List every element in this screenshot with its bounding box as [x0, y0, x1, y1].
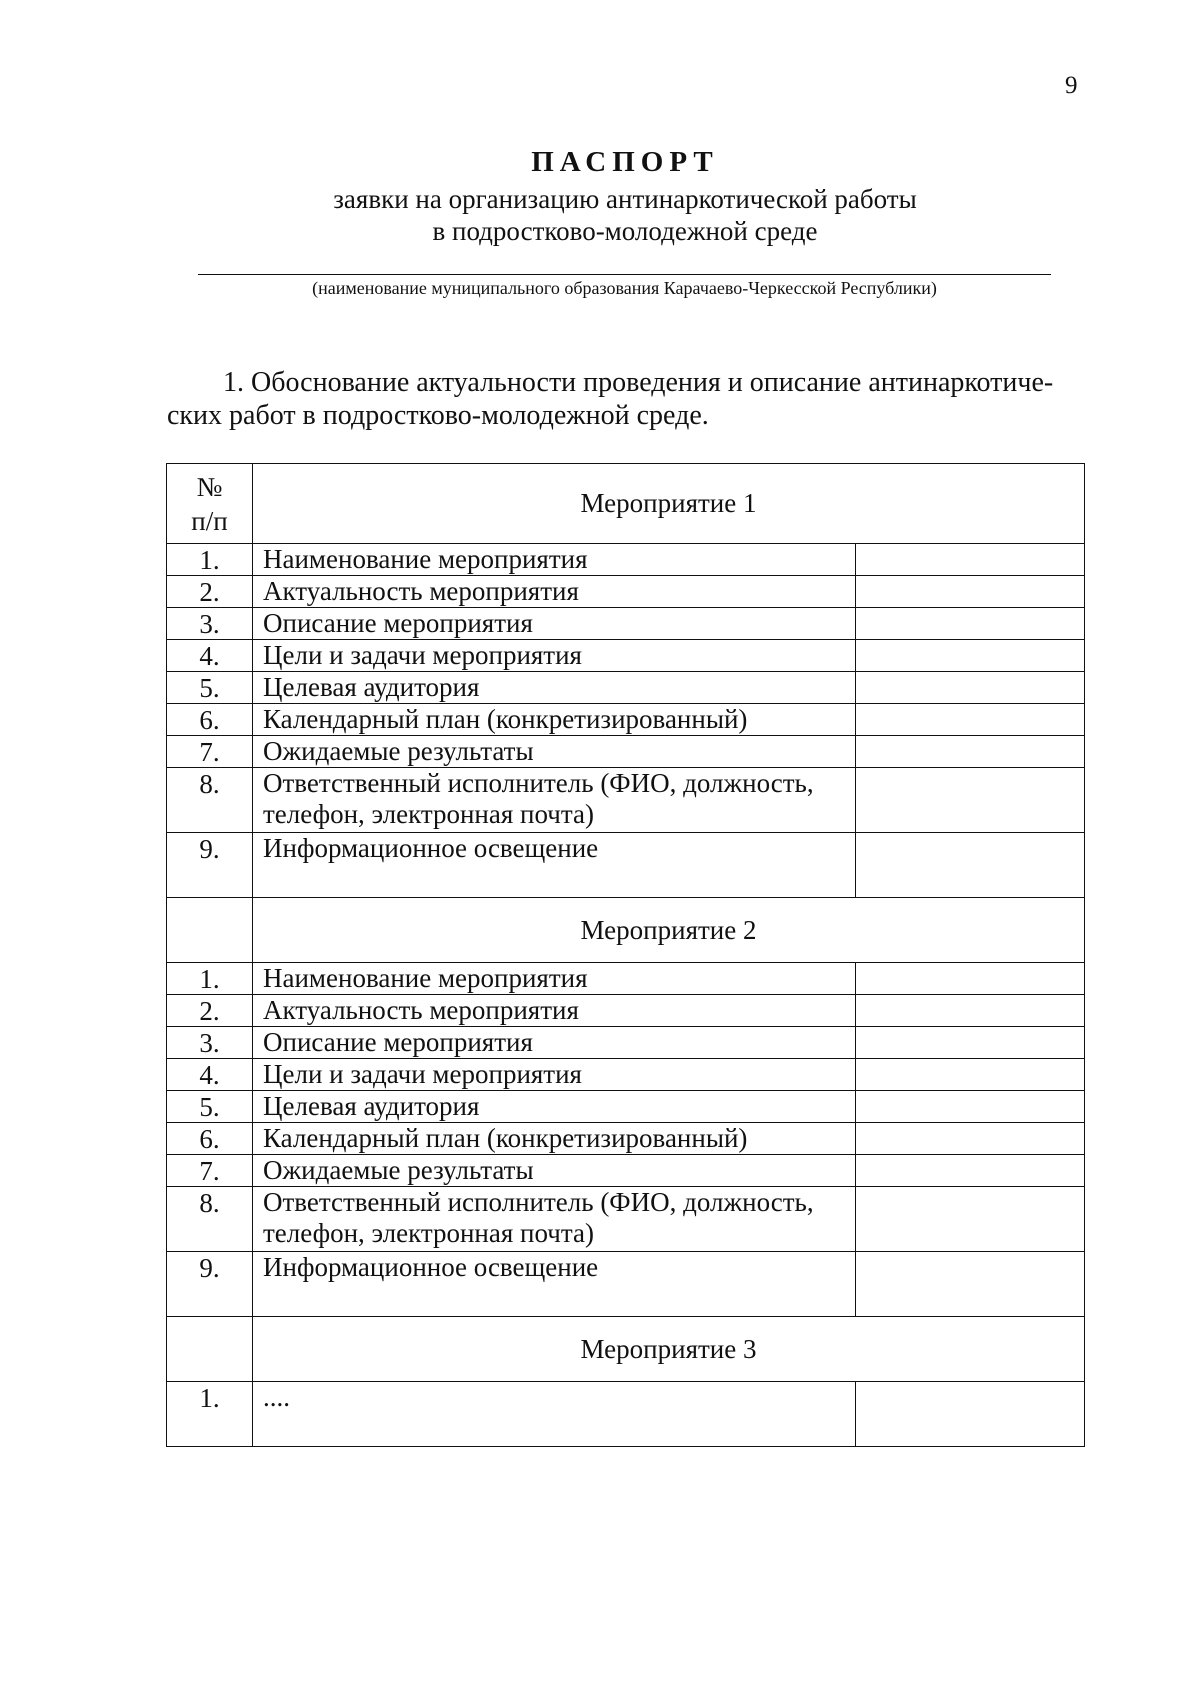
- municipality-caption: (наименование муниципального образования Карачаево-Черкесской Республики): [312, 278, 937, 298]
- row-value-cell: [856, 544, 1085, 576]
- row-number: 5.: [199, 1092, 220, 1122]
- row-value-cell: [856, 1027, 1085, 1059]
- row-number-cell: [167, 1382, 253, 1447]
- row-number-cell: [167, 995, 253, 1027]
- row-number-cell: [167, 1059, 253, 1091]
- empty-number-cell: [167, 898, 253, 963]
- table-row: [167, 1059, 1085, 1091]
- row-label: Целевая аудитория: [263, 672, 480, 702]
- row-label: Календарный план (конкретизированный): [263, 704, 748, 734]
- row-label-cell: [253, 672, 856, 704]
- row-value-cell: [856, 640, 1085, 672]
- event-header-row: [167, 464, 1085, 544]
- row-label: Информационное освещение: [263, 1252, 599, 1282]
- row-value-cell: [856, 1252, 1085, 1317]
- row-number: 7.: [199, 737, 220, 767]
- row-label-cell: [253, 995, 856, 1027]
- row-number-cell: [167, 640, 253, 672]
- row-value-cell: [856, 704, 1085, 736]
- row-value-cell: [856, 1091, 1085, 1123]
- row-number: 8.: [199, 769, 220, 799]
- event-title: Мероприятие 3: [253, 1317, 1085, 1382]
- page-number: 9: [1065, 72, 1078, 99]
- row-label-cell: [253, 1123, 856, 1155]
- row-label: Описание мероприятия: [263, 608, 533, 638]
- row-number-cell: [167, 736, 253, 768]
- row-label: Наименование мероприятия: [263, 544, 588, 574]
- table-row: [167, 544, 1085, 576]
- row-number-cell: [167, 1187, 253, 1252]
- row-number-cell: [167, 1027, 253, 1059]
- row-label: Ответственный исполнитель (ФИО, должность,: [263, 1187, 814, 1217]
- row-value-cell: [856, 963, 1085, 995]
- row-number: 3.: [199, 609, 220, 639]
- row-number-cell: [167, 704, 253, 736]
- municipality-fill-line: [198, 274, 1051, 275]
- table-row: [167, 1155, 1085, 1187]
- table-row: [167, 640, 1085, 672]
- row-label-cell: [253, 736, 856, 768]
- row-label-cell: [253, 1382, 856, 1447]
- table-row: [167, 704, 1085, 736]
- ordinal-abbrev: п/п: [191, 505, 228, 536]
- events-table: [166, 463, 1085, 1447]
- table-row: [167, 576, 1085, 608]
- row-label: Цели и задачи мероприятия: [263, 640, 582, 670]
- row-label-cell: [253, 544, 856, 576]
- row-label: Цели и задачи мероприятия: [263, 1059, 582, 1089]
- row-label: Описание мероприятия: [263, 1027, 533, 1057]
- row-label-cell: [253, 1252, 856, 1317]
- row-number: 1.: [199, 545, 220, 575]
- row-label-cell: [253, 768, 856, 833]
- row-number: 1.: [199, 964, 220, 994]
- row-number: 6.: [199, 1124, 220, 1154]
- document-title: ПАСПОРТ: [531, 146, 719, 178]
- row-value-cell: [856, 1123, 1085, 1155]
- row-value-cell: [856, 768, 1085, 833]
- table-row: [167, 1252, 1085, 1317]
- row-number: 9.: [199, 1253, 220, 1283]
- row-number-cell: [167, 1252, 253, 1317]
- row-label-cell: [253, 1091, 856, 1123]
- row-label-cell: [253, 1027, 856, 1059]
- event-header-row: [167, 898, 1085, 963]
- table-row: [167, 1382, 1085, 1447]
- empty-number-cell: [167, 1317, 253, 1382]
- row-label-cell: [253, 640, 856, 672]
- row-label: Календарный план (конкретизированный): [263, 1123, 748, 1153]
- table-row: [167, 995, 1085, 1027]
- row-number-cell: [167, 544, 253, 576]
- row-number: 1.: [199, 1383, 220, 1413]
- row-number: 3.: [199, 1028, 220, 1058]
- row-value-cell: [856, 1187, 1085, 1252]
- row-number: 6.: [199, 705, 220, 735]
- row-number: 4.: [199, 641, 220, 671]
- intro-line-1: 1. Обоснование актуальности проведения и описание антинаркотиче-: [223, 367, 1054, 398]
- row-label-cell: [253, 576, 856, 608]
- row-value-cell: [856, 576, 1085, 608]
- row-number-cell: [167, 1155, 253, 1187]
- row-label: Актуальность мероприятия: [263, 995, 579, 1025]
- document-subtitle-line-1: заявки на организацию антинаркотической работы: [333, 184, 917, 214]
- row-number: 4.: [199, 1060, 220, 1090]
- document-subtitle-line-2: в подростково-молодежной среде: [432, 216, 818, 246]
- row-label: Ответственный исполнитель (ФИО, должность,: [263, 768, 814, 798]
- row-value-cell: [856, 833, 1085, 898]
- row-label-cell: [253, 1059, 856, 1091]
- event-title: Мероприятие 1: [253, 464, 1085, 544]
- row-number: 8.: [199, 1188, 220, 1218]
- row-label-cell: [253, 608, 856, 640]
- row-number-cell: [167, 1091, 253, 1123]
- row-number-cell: [167, 768, 253, 833]
- row-value-cell: [856, 608, 1085, 640]
- table-row: [167, 1027, 1085, 1059]
- row-label: ....: [263, 1382, 290, 1412]
- row-number: 7.: [199, 1156, 220, 1186]
- number-column-header: [167, 464, 253, 544]
- row-value-cell: [856, 672, 1085, 704]
- row-label-continued: телефон, электронная почта): [263, 1218, 594, 1248]
- row-label: Актуальность мероприятия: [263, 576, 579, 606]
- number-sign: №: [196, 471, 223, 502]
- event-title: Мероприятие 2: [253, 898, 1085, 963]
- row-label-cell: [253, 833, 856, 898]
- table-row: [167, 833, 1085, 898]
- row-label-continued: телефон, электронная почта): [263, 799, 594, 829]
- row-number: 2.: [199, 577, 220, 607]
- table-row: [167, 736, 1085, 768]
- row-value-cell: [856, 1382, 1085, 1447]
- event-header-row: [167, 1317, 1085, 1382]
- row-number: 2.: [199, 996, 220, 1026]
- table-row: [167, 963, 1085, 995]
- table-row: [167, 1123, 1085, 1155]
- row-number-cell: [167, 576, 253, 608]
- row-label: Наименование мероприятия: [263, 963, 588, 993]
- table-row: [167, 608, 1085, 640]
- row-number-cell: [167, 833, 253, 898]
- row-label-cell: [253, 963, 856, 995]
- row-number: 5.: [199, 673, 220, 703]
- table-row: [167, 1091, 1085, 1123]
- intro-line-2: ских работ в подростково-молодежной среде.: [167, 400, 709, 431]
- row-value-cell: [856, 995, 1085, 1027]
- row-label-cell: [253, 1187, 856, 1252]
- row-number-cell: [167, 1123, 253, 1155]
- row-label-cell: [253, 704, 856, 736]
- row-label: Информационное освещение: [263, 833, 599, 863]
- row-number: 9.: [199, 834, 220, 864]
- table-row: [167, 1187, 1085, 1252]
- table-row: [167, 672, 1085, 704]
- intro-paragraph: [167, 366, 1083, 432]
- row-number-cell: [167, 608, 253, 640]
- row-value-cell: [856, 736, 1085, 768]
- row-number-cell: [167, 963, 253, 995]
- row-label: Ожидаемые результаты: [263, 1155, 534, 1185]
- row-number-cell: [167, 672, 253, 704]
- row-value-cell: [856, 1155, 1085, 1187]
- row-value-cell: [856, 1059, 1085, 1091]
- row-label: Ожидаемые результаты: [263, 736, 534, 766]
- row-label: Целевая аудитория: [263, 1091, 480, 1121]
- table-row: [167, 768, 1085, 833]
- row-label-cell: [253, 1155, 856, 1187]
